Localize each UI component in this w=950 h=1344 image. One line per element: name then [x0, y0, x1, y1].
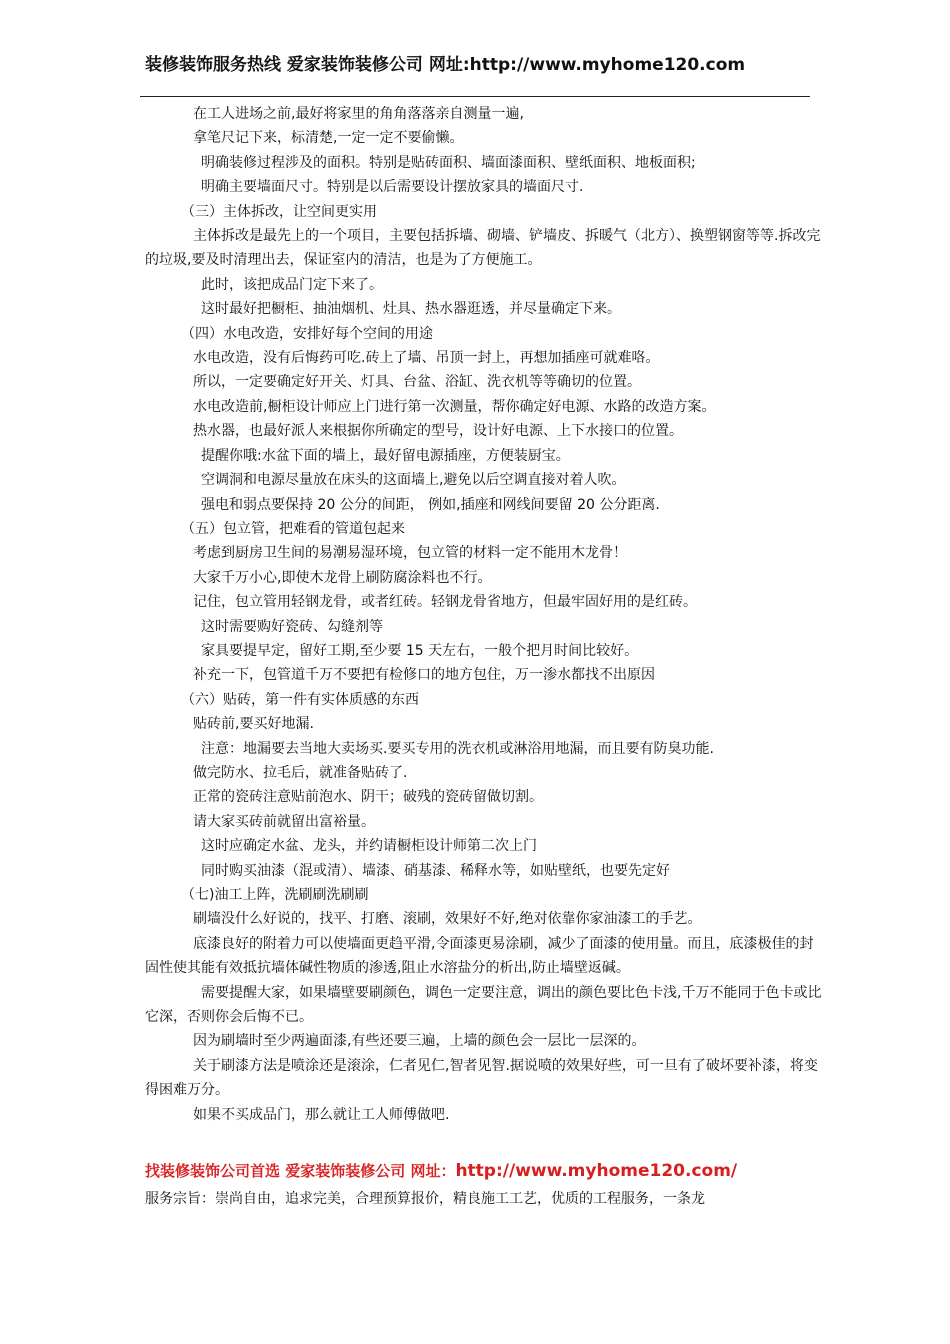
paragraph-line: 所以，一定要确定好开关、灯具、台盆、浴缸、洗衣机等等确切的位置。 — [193, 374, 641, 391]
paragraph-line: 明确主要墙面尺寸。特别是以后需要设计摆放家具的墙面尺寸. — [201, 179, 584, 196]
paragraph-line: 补充一下，包管道千万不要把有检修口的地方包住，万一渗水都找不出原因 — [193, 667, 655, 684]
paragraph-line: 刷墙没什么好说的，找平、打磨、滚刷，效果好不好,绝对依靠你家油漆工的手艺。 — [193, 911, 702, 928]
paragraph-line: 如果不买成品门，那么就让工人师傅做吧. — [193, 1106, 450, 1123]
paragraph-line: 此时，该把成品门定下来了。 — [201, 276, 383, 293]
paragraph-line: 这时应确定水盆、龙头，并约请橱柜设计师第二次上门 — [201, 838, 537, 855]
paragraph-line: 在工人进场之前,最好将家里的角角落落亲自测量一遍, — [193, 106, 524, 122]
header-url[interactable]: http://www.myhome120.com — [469, 55, 746, 75]
paragraph-line: 这时最好把橱柜、抽油烟机、灶具、热水器逛透，并尽量确定下来。 — [201, 301, 621, 318]
paragraph-line: （五）包立管，把难看的管道包起来 — [181, 520, 405, 537]
header-divider — [140, 96, 810, 97]
footer-url[interactable]: http://www.myhome120.com/ — [455, 1161, 738, 1181]
paragraph-line: 水电改造前,橱柜设计师应上门进行第一次测量，帮你确定好电源、水路的改造方案。 — [193, 398, 716, 415]
paragraph-line: 底漆良好的附着力可以使墙面更趋平滑,令面漆更易涂刷，减少了面漆的使用量。而且，底漆极佳的封固性使其能有效抵抗墙体碱性物质的渗透,阻止水溶盐分的析出,防止墙壁返碱。 — [145, 935, 814, 977]
paragraph-line: 因为刷墙时至少两遍面漆,有些还要三遍，上墙的颜色会一层比一层深的。 — [193, 1033, 646, 1050]
paragraph-line: 关于刷漆方法是喷涂还是滚涂，仁者见仁,智者见智.据说喷的效果好些，可一旦有了破坏要补漆，将变得困难万分。 — [145, 1057, 818, 1099]
paragraph-line: 注意：地漏要去当地大卖场买.要买专用的洗衣机或淋浴用地漏，而且要有防臭功能. — [201, 740, 714, 757]
paragraph-line: 提醒你哦:水盆下面的墙上，最好留电源插座，方便装厨宝。 — [201, 447, 570, 464]
paragraph-line: 强电和弱点要保持 20 公分的间距， 例如,插座和网线间要留 20 公分距离. — [201, 496, 660, 513]
article-body — [145, 102, 825, 1127]
paragraph-line: 大家千万小心,即使木龙骨上刷防腐涂料也不行。 — [193, 569, 492, 586]
paragraph-line: 这时需要购好瓷砖、勾缝剂等 — [201, 618, 383, 635]
paragraph-line: 记住，包立管用轻钢龙骨，或者红砖。轻钢龙骨省地方，但最牢固好用的是红砖。 — [193, 594, 697, 611]
page-header — [145, 50, 745, 75]
paragraph-line: （七)油工上阵，洗刷刷洗刷刷 — [181, 887, 369, 903]
paragraph-line: （六）贴砖，第一件有实体质感的东西 — [181, 691, 419, 708]
paragraph-line: 请大家买砖前就留出富裕量。 — [193, 813, 375, 830]
paragraph-line: 家具要提早定，留好工期,至少要 15 天左右，一般个把月时间比较好。 — [201, 642, 639, 659]
paragraph-line: 明确装修过程涉及的面积。特别是贴砖面积、墙面漆面积、壁纸面积、地板面积; — [201, 154, 696, 171]
paragraph-line: 考虑到厨房卫生间的易潮易湿环境，包立管的材料一定不能用木龙骨！ — [193, 545, 627, 562]
paragraph-line: （三）主体拆改，让空间更实用 — [181, 203, 377, 220]
paragraph-line: 拿笔尺记下来，标清楚,一定一定不要偷懒。 — [193, 130, 464, 147]
paragraph-line: 贴砖前,要买好地漏. — [193, 716, 314, 733]
paragraph-line: 做完防水、拉毛后，就准备贴砖了. — [193, 764, 408, 781]
footer-ad — [145, 1160, 737, 1181]
header-title: 装修装饰服务热线 爱家装饰装修公司 网址: — [145, 55, 470, 75]
paragraph-line: （四）水电改造，安排好每个空间的用途 — [181, 325, 433, 342]
paragraph-line: 需要提醒大家，如果墙壁要刷颜色，调色一定要注意，调出的颜色要比色卡浅,千万不能同于色卡或比它深，否则你会后悔不已。 — [145, 984, 822, 1026]
paragraph-line: 同时购买油漆（混或清）、墙漆、硝基漆、稀释水等，如贴壁纸，也要先定好 — [201, 862, 670, 879]
footer-service-motto: 服务宗旨：崇尚自由，追求完美，合理预算报价，精良施工工艺，优质的工程服务，一条龙 — [145, 1191, 705, 1207]
paragraph-line: 正常的瓷砖注意贴前泡水、阴干；破残的瓷砖留做切割。 — [193, 789, 543, 806]
paragraph-line: 热水器，也最好派人来根据你所确定的型号，设计好电源、上下水接口的位置。 — [193, 423, 683, 440]
footer-ad-text: 找装修装饰公司首选 爱家装饰装修公司 网址： — [145, 1162, 456, 1180]
paragraph-line: 空调洞和电源尽量放在床头的这面墙上,避免以后空调直接对着人吹。 — [201, 472, 626, 489]
paragraph-line: 主体拆改是最先上的一个项目，主要包括拆墙、砌墙、铲墙皮、拆暖气（北方）、换塑钢窗等等.拆改完的垃圾,要及时清理出去，保证室内的清洁，也是为了方便施工。 — [145, 228, 821, 269]
paragraph-line: 水电改造，没有后悔药可吃.砖上了墙、吊顶一封上，再想加插座可就难咯。 — [193, 350, 660, 367]
